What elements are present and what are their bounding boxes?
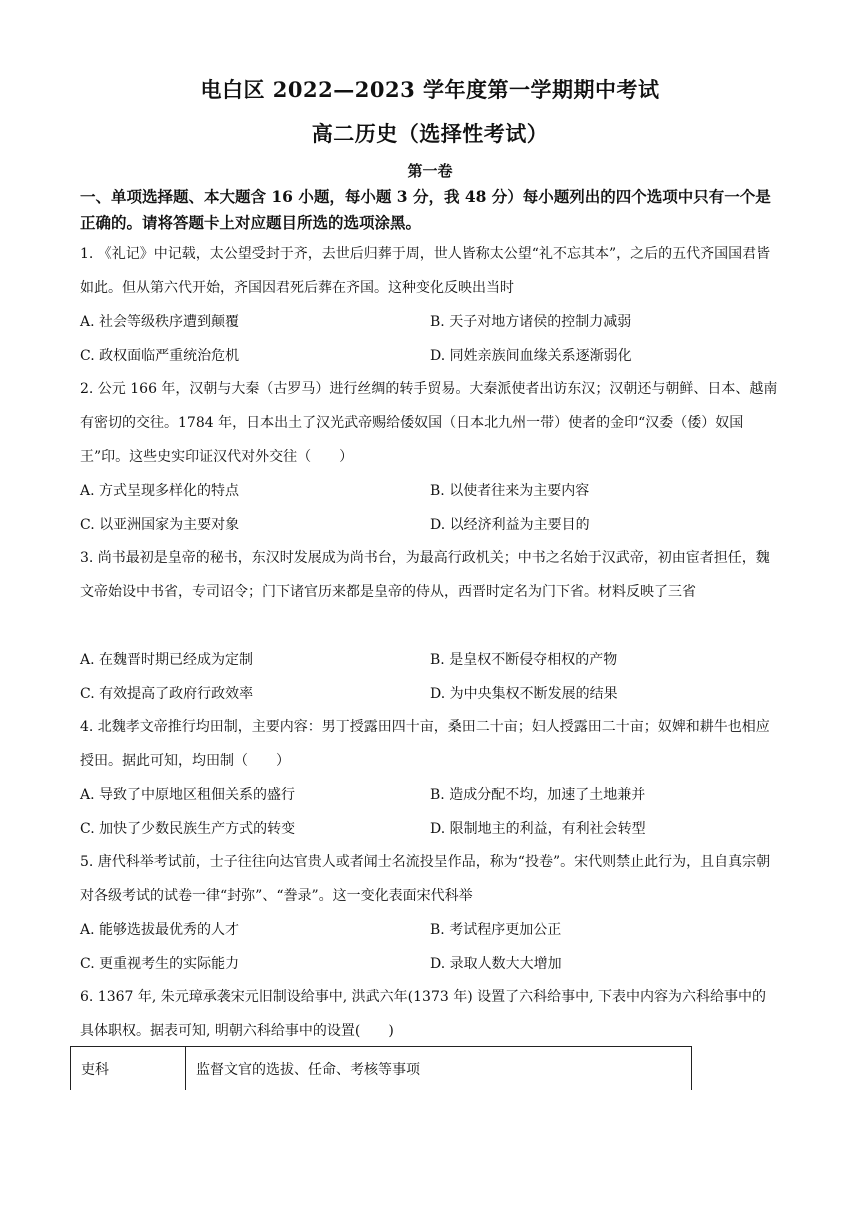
question-3-option-c: C. 有效提高了政府行政效率 xyxy=(80,686,254,702)
question-1: 1. 《礼记》中记载，太公望受封于齐，去世后归葬于周，世人皆称太公望“礼不忘其本”，之后的五代齐国国君皆如此。但从第六代开始，齐国因君死后葬在齐国。这种变化反映出当时 xyxy=(80,246,771,296)
question-2: 2. 公元 166 年，汉朝与大秦（古罗马）进行丝绸的转手贸易。大秦派使者出访东汉；汉朝还与朝鲜、日本、越南有密切的交往。1784 年，日本出土了汉光武帝赐给倭奴国（日本北九州一带）使者的金印“汉委（倭）奴国王”印。这些史实印证汉代对外交往（ ） xyxy=(80,381,778,465)
question-1-option-c: C. 政权面临严重统治危机 xyxy=(80,348,240,364)
question-5-option-c: C. 更重视考生的实际能力 xyxy=(80,956,240,972)
question-5-option-d: D. 录取人数大大增加 xyxy=(430,956,562,972)
question-2-option-d: D. 以经济利益为主要目的 xyxy=(430,517,590,533)
question-4: 4. 北魏孝文帝推行均田制，主要内容：男丁授露田四十亩，桑田二十亩；妇人授露田二十亩；奴婢和耕牛也相应授田。据此可知，均田制（ ） xyxy=(80,719,770,769)
question-2-option-c: C. 以亚洲国家为主要对象 xyxy=(80,517,240,533)
exam-title: 电白区 2022—2023 学年度第一学期期中考试 xyxy=(200,77,660,102)
question-6: 6. 1367 年, 朱元璋承袭宋元旧制设给事中, 洪武六年(1373 年) 设置了六科给事中, 下表中内容为六科给事中的具体职权。据表可知, 明朝六科给事中的设置( ) xyxy=(80,989,767,1039)
question-1-option-d: D. 同姓亲族间血缘关系逐渐弱化 xyxy=(430,348,632,364)
table-cut-edge xyxy=(70,1090,692,1096)
table-row xyxy=(71,1047,692,1092)
question-3-option-d: D. 为中央集权不断发展的结果 xyxy=(430,686,618,702)
question-4-option-a: A. 导致了中原地区租佃关系的盛行 xyxy=(80,787,296,803)
duties-table xyxy=(70,1046,692,1092)
question-5-option-b: B. 考试程序更加公正 xyxy=(430,922,562,938)
table-cell: 监督文官的选拔、任命、考核等事项 xyxy=(186,1047,692,1092)
question-1-option-b: B. 天子对地方诸侯的控制力减弱 xyxy=(430,314,632,330)
question-5-option-a: A. 能够选拔最优秀的人才 xyxy=(80,922,240,938)
table-cell: 吏科 xyxy=(71,1047,186,1092)
section-instructions: 一、单项选择题、本大题含 16 小题，每小题 3 分，我 48 分）每小题列出的四个选项中只有一个是正确的。请将答题卡上对应题目所选的选项涂黑。 xyxy=(80,187,771,232)
question-4-option-c: C. 加快了少数民族生产方式的转变 xyxy=(80,821,296,837)
volume-label: 第一卷 xyxy=(407,162,453,180)
question-3-option-b: B. 是皇权不断侵夺相权的产物 xyxy=(430,652,618,668)
question-4-option-d: D. 限制地主的利益，有利社会转型 xyxy=(430,821,646,837)
question-3: 3. 尚书最初是皇帝的秘书，东汉时发展成为尚书台，为最高行政机关；中书之名始于汉武帝，初由宦者担任，魏文帝始设中书省，专司诏令；门下诸官历来都是皇帝的侍从，西晋时定名为门下省。材料反映了三省 xyxy=(80,550,770,600)
question-1-option-a: A. 社会等级秩序遭到颠覆 xyxy=(80,314,240,330)
question-4-option-b: B. 造成分配不均，加速了土地兼并 xyxy=(430,787,646,803)
question-5: 5. 唐代科举考试前，士子往往向达官贵人或者闻士名流投呈作品，称为“投卷”。宋代则禁止此行为，且自真宗朝对各级考试的试卷一律“封弥”、“誊录”。这一变化表面宋代科举 xyxy=(80,854,771,904)
exam-subtitle: 高二历史（选择性考试） xyxy=(311,121,549,146)
question-3-option-a: A. 在魏晋时期已经成为定制 xyxy=(80,652,254,668)
question-2-option-b: B. 以使者往来为主要内容 xyxy=(430,483,590,499)
question-2-option-a: A. 方式呈现多样化的特点 xyxy=(80,483,240,499)
